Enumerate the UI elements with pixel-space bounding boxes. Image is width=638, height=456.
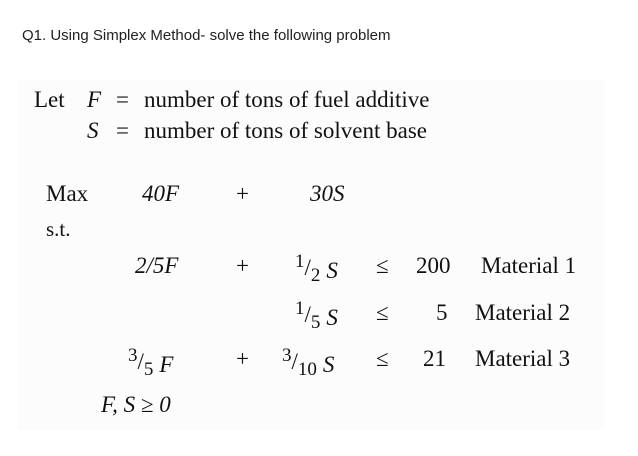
c3-s-fraction: $^3/_{10}$ S	[282, 345, 335, 380]
c3-rhs: 21	[423, 346, 446, 371]
max-label: Max	[46, 181, 89, 206]
c2-s-fraction: $^1/_5$ S	[295, 298, 338, 333]
c3-plus: +	[236, 346, 249, 371]
c3-relation: ≤	[376, 346, 389, 371]
non-negativity-constraint: F, S ≥ 0	[101, 392, 171, 417]
f-variable: F	[87, 87, 102, 112]
s-definition: number of tons of solvent base	[144, 118, 427, 143]
objective-term-s: 30S	[310, 181, 345, 206]
c1-relation: ≤	[376, 253, 389, 278]
c1-s-fraction: $^1/_2$ S	[295, 251, 338, 286]
objective-term-f: 40F	[142, 181, 180, 206]
equals-sign: =	[116, 87, 129, 112]
question-text: Q1. Using Simplex Method- solve the following problem	[22, 27, 391, 44]
objective-plus: +	[236, 181, 249, 206]
f-definition: number of tons of fuel additive	[144, 87, 430, 112]
equals-sign: =	[116, 118, 129, 143]
c2-label: Material 2	[475, 300, 571, 325]
c3-label: Material 3	[475, 346, 571, 371]
c1-plus: +	[236, 253, 249, 278]
c2-rhs: 5	[436, 300, 448, 325]
c3-f-fraction: $^3/_5$ F	[128, 345, 174, 380]
let-label: Let	[34, 87, 65, 112]
s-variable: S	[87, 118, 99, 143]
c1-rhs: 200	[416, 253, 451, 278]
c1-label: Material 1	[481, 253, 577, 278]
subject-to-label: s.t.	[46, 217, 71, 241]
c2-relation: ≤	[376, 300, 389, 325]
c1-f-term: 2/5F	[135, 253, 179, 278]
problem-panel	[18, 80, 604, 430]
